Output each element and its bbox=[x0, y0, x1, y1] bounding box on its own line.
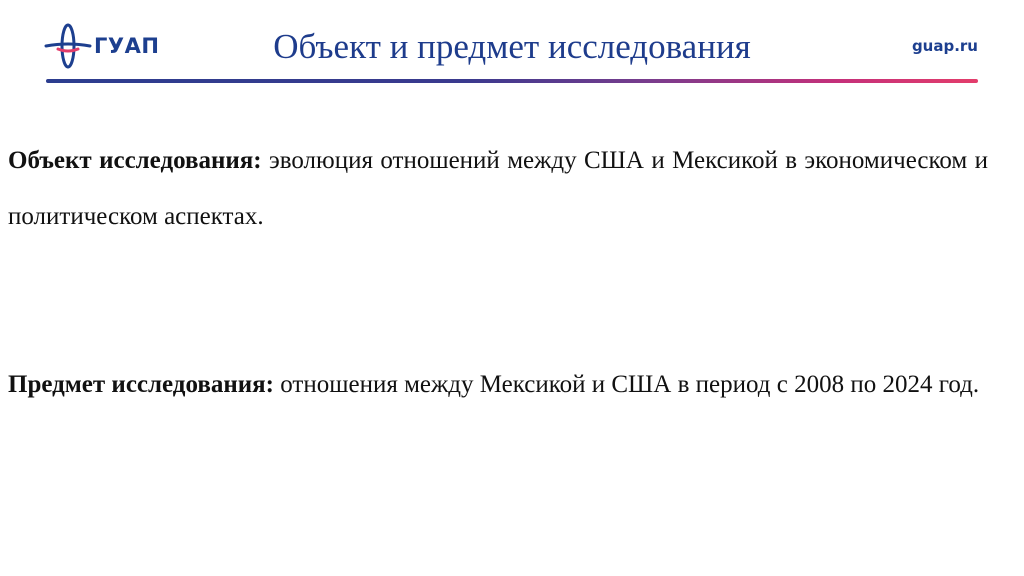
research-object-label: Объект исследования: bbox=[8, 147, 262, 174]
site-link[interactable]: guap.ru bbox=[911, 37, 978, 55]
research-subject-paragraph bbox=[8, 357, 988, 413]
page-title: Объект и предмет исследования bbox=[273, 27, 751, 66]
research-object-paragraph bbox=[8, 133, 988, 245]
research-subject-label: Предмет исследования: bbox=[8, 371, 274, 398]
header-divider bbox=[46, 79, 978, 83]
logo-text: ГУАП bbox=[94, 33, 160, 58]
research-subject-text: отношения между Мексикой и США в период с 2008 по 2024 год. bbox=[274, 371, 980, 398]
research-object-text: эволюция отношений между США и Мексикой в экономическом и политическом аспектах. bbox=[8, 147, 988, 230]
